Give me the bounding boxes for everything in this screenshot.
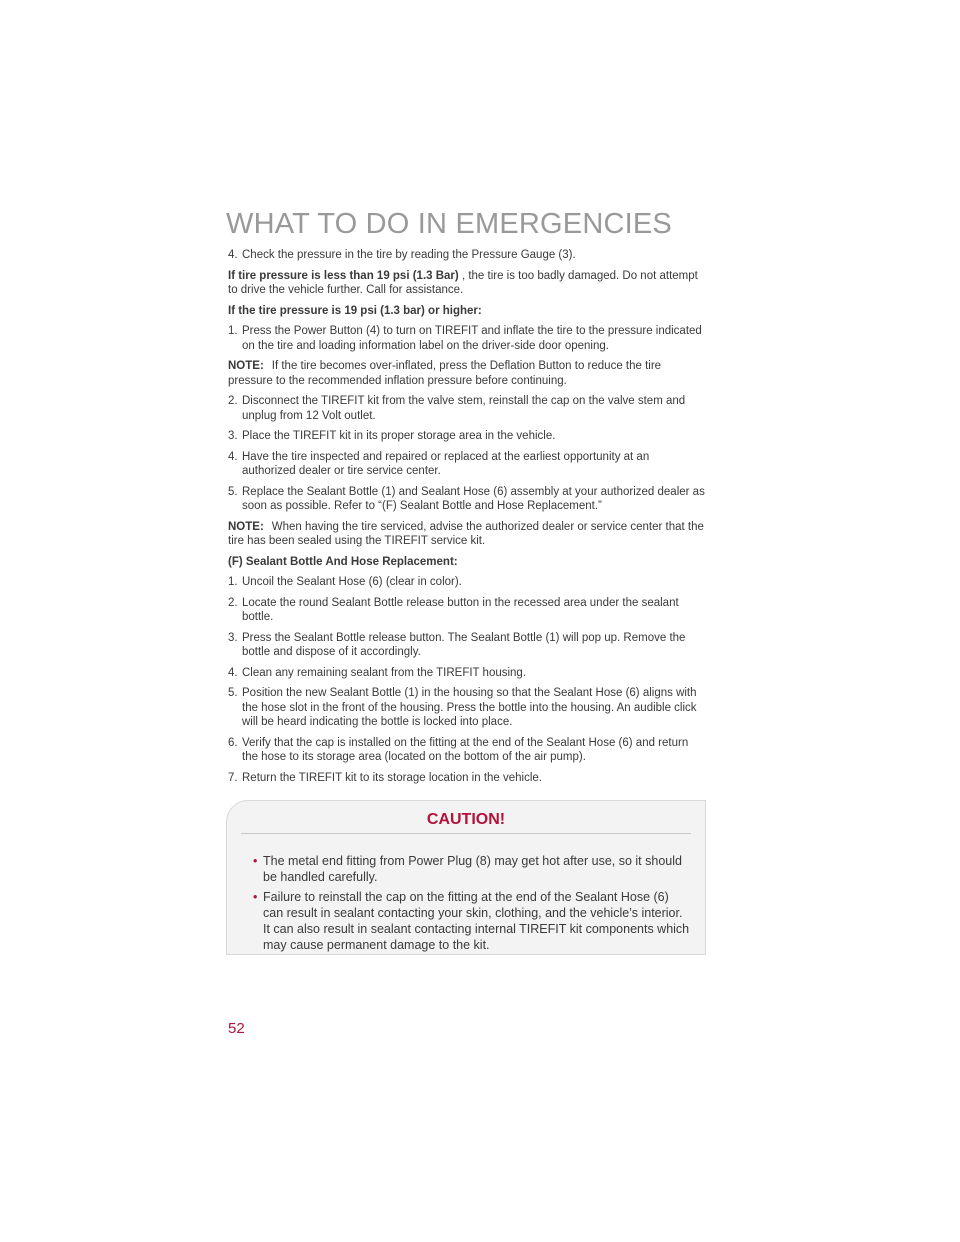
step-text: Replace the Sealant Bottle (1) and Sealant Hose (6) assembly at your authorized dealer as soon as possible. Refer to “(F) Sealant Bottle and Hose Replacement.” [242,485,705,512]
note-label: NOTE: [228,520,264,533]
step-number: 5. [228,485,238,498]
note-service [228,520,706,549]
caution-title: CAUTION! [241,811,691,834]
section-title: WHAT TO DO IN EMERGENCIES [226,208,672,240]
step-number: 7. [228,771,238,784]
step-text: Press the Power Button (4) to turn on TIREFIT and inflate the tire to the pressure indicated on the tire and loading information label on the driver-side door opening. [242,325,702,352]
low-pressure-paragraph [228,269,706,298]
note-label: NOTE: [228,360,264,372]
step-check-pressure [228,248,706,263]
step-number: 1. [228,576,238,588]
step-text: Check the pressure in the tire by reading the Pressure Gauge (3). [242,249,576,261]
step-text: Disconnect the TIREFIT kit from the valve stem, reinstall the cap on the valve stem and unplug from 12 Volt outlet. [242,395,686,422]
step-c-4 [228,666,706,681]
bullet-icon: • [253,890,258,904]
step-c-1 [228,575,706,590]
step-number: 3. [228,430,238,442]
step-text: Place the TIREFIT kit in its proper storage area in the vehicle. [242,430,556,442]
step-number: 4. [228,249,238,261]
caution-box [226,800,706,955]
step-text: Position the new Sealant Bottle (1) in the housing so that the Sealant Hose (6) aligns with the hose slot in the front of the housing. Press the bottle into the housing. An audible click will be heard indicating the bottle is locked into place. [242,687,697,728]
caution-item [253,853,691,885]
step-c-6 [228,736,706,765]
step-text: Press the Sealant Bottle release button. The Sealant Bottle (1) will pop up. Remove the bottle and dispose of it accordingly. [242,631,686,658]
main-content [228,248,706,791]
step-number: 1. [228,325,238,337]
step-text: Have the tire inspected and repaired or replaced at the earliest opportunity at an authorized dealer or tire service center. [242,450,650,477]
note-over-inflated [228,359,706,388]
step-number: 2. [228,395,238,407]
step-c-5 [228,686,706,730]
caution-item-text: Failure to reinstall the cap on the fitting at the end of the Sealant Hose (6) can result in sealant contacting your skin, clothing, and the vehicle’s interior. It can also result in sealant contacting internal TIREFIT kit components which may cause permanent damage to the kit. [263,890,690,952]
step-number: 2. [228,596,238,609]
note-text: When having the tire serviced, advise the authorized dealer or service center that the tire has been sealed using the TIREFIT service kit. [228,520,704,547]
step-text: Verify that the cap is installed on the fitting at the end of the Sealant Hose (6) and return the hose to its storage area (located on the bottom of the air pump). [242,736,689,763]
step-text: Locate the round Sealant Bottle release button in the recessed area under the sealant bottle. [242,596,679,623]
caution-item [253,889,691,953]
note-text: If the tire becomes over-inflated, press the Deflation Button to reduce the tire pressure to the recommended inflation pressure before continuing. [228,360,662,387]
replacement-heading: (F) Sealant Bottle And Hose Replacement: [228,555,458,568]
step-text: Uncoil the Sealant Hose (6) (clear in color). [242,576,462,588]
low-pressure-text: , the tire is too badly damaged. Do not attempt to drive the vehicle further. Call for assistance. [228,269,698,296]
step-a-1 [228,324,706,353]
step-b-2 [228,394,706,423]
bullet-icon: • [253,854,258,868]
step-number: 6. [228,736,238,749]
low-pressure-bold: If tire pressure is less than 19 psi (1.3 Bar) [228,269,459,282]
caution-item-text: The metal end fitting from Power Plug (8) may get hot after use, so it should be handled carefully. [263,854,682,884]
step-number: 4. [228,666,238,679]
step-c-3 [228,631,706,660]
step-number: 3. [228,631,238,644]
high-pressure-heading: If the tire pressure is 19 psi (1.3 bar) or higher: [228,304,482,317]
caution-list [253,853,691,957]
step-text: Clean any remaining sealant from the TIREFIT housing. [242,666,527,679]
step-text: Return the TIREFIT kit to its storage location in the vehicle. [242,771,542,784]
step-number: 5. [228,687,238,699]
step-b-5 [228,485,706,514]
step-number: 4. [228,450,238,463]
step-c-2 [228,596,706,625]
step-b-3 [228,429,706,444]
step-b-4 [228,450,706,479]
page-number: 52 [228,1020,245,1037]
step-c-7 [228,771,706,786]
